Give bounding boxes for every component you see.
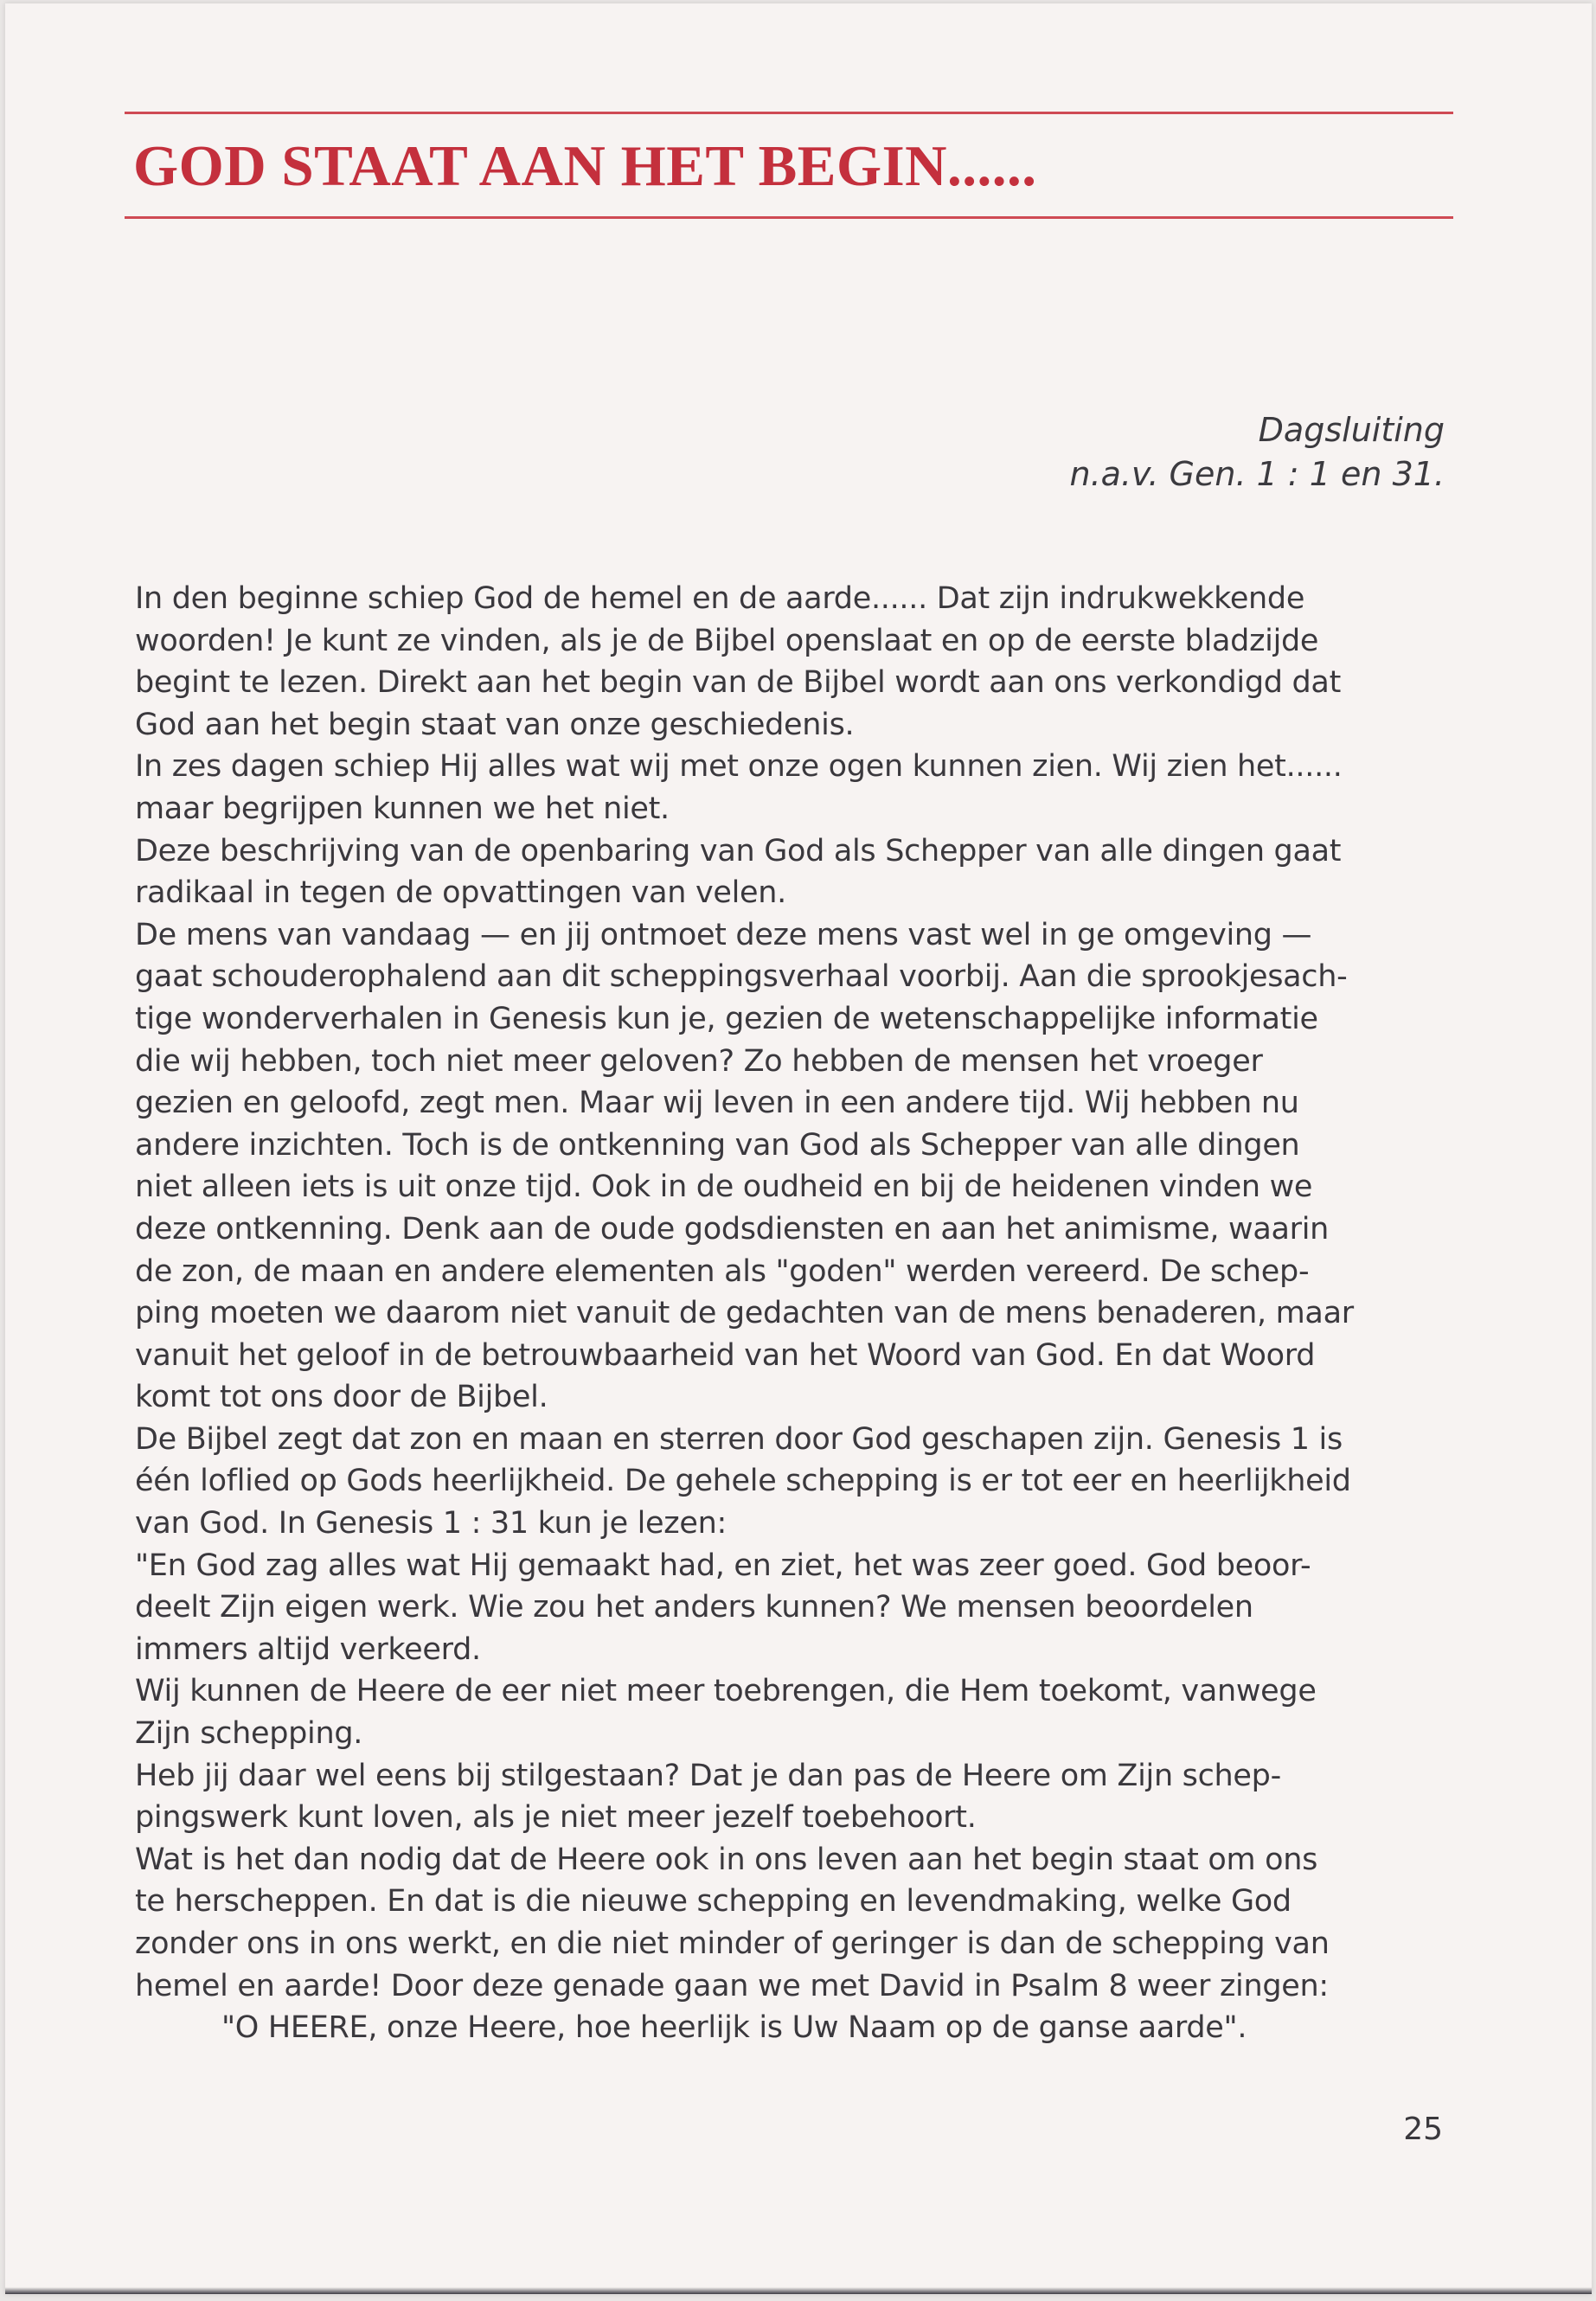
text-line: "En God zag alles wat Hij gemaakt had, en ziet, het was zeer goed. God beoor- bbox=[135, 1548, 1311, 1583]
text-line: één loflied op Gods heerlijkheid. De gehele schepping is er tot eer en heerlijkheid bbox=[135, 1464, 1351, 1499]
body-text bbox=[135, 578, 1450, 2049]
text-line: God aan het begin staat van onze geschiedenis. bbox=[135, 707, 855, 742]
text-line: immers altijd verkeerd. bbox=[135, 1631, 481, 1667]
text-line: De Bijbel zegt dat zon en maan en sterren door God geschapen zijn. Genesis 1 is bbox=[135, 1421, 1343, 1457]
text-line: van God. In Genesis 1 : 31 kun je lezen: bbox=[135, 1506, 727, 1541]
text-line: begint te lezen. Direkt aan het begin van de Bijbel wordt aan ons verkondigd dat bbox=[135, 665, 1341, 701]
text-line: Zijn schepping. bbox=[135, 1716, 363, 1752]
text-line: komt tot ons door de Bijbel. bbox=[135, 1380, 548, 1415]
text-line: hemel en aarde! Door deze genade gaan we met David in Psalm 8 weer zingen: bbox=[135, 1968, 1329, 2003]
text-line: Wij kunnen de Heere de eer niet meer toebrengen, die Hem toekomt, vanwege bbox=[135, 1674, 1317, 1709]
text-line: maar begrijpen kunnen we het niet. bbox=[135, 791, 670, 826]
text-line: gezien en geloofd, zegt men. Maar wij leven in een andere tijd. Wij hebben nu bbox=[135, 1086, 1299, 1121]
text-line: te herscheppen. En dat is die nieuwe schepping en levendmaking, welke God bbox=[135, 1884, 1292, 1920]
text-line: die wij hebben, toch niet meer geloven? Zo hebben de mensen het vroeger bbox=[135, 1043, 1263, 1079]
text-line: deze ontkenning. Denk aan de oude godsdiensten en aan het animisme, waarin bbox=[135, 1211, 1330, 1247]
text-line: de zon, de maan en andere elementen als "goden" werden vereerd. De schep- bbox=[135, 1253, 1310, 1289]
subtitle-reference: n.a.v. Gen. 1 : 1 en 31. bbox=[1069, 455, 1445, 493]
text-line: De mens van vandaag — en jij ontmoet deze mens vast wel in ge omgeving — bbox=[135, 917, 1312, 952]
text-line: Wat is het dan nodig dat de Heere ook in ons leven aan het begin staat om ons bbox=[135, 1842, 1318, 1877]
title-rule-bottom bbox=[125, 216, 1453, 219]
text-line: niet alleen iets is uit onze tijd. Ook in de oudheid en bij de heidenen vinden we bbox=[135, 1170, 1313, 1205]
psalm-quote-line: "O HEERE, onze Heere, hoe heerlijk is Uw Naam op de ganse aarde". bbox=[221, 2010, 1247, 2046]
title-rule-top bbox=[125, 112, 1453, 114]
text-line: Deze beschrijving van de openbaring van God als Schepper van alle dingen gaat bbox=[135, 833, 1342, 868]
text-line: radikaal in tegen de opvattingen van velen. bbox=[135, 875, 786, 911]
text-line: deelt Zijn eigen werk. Wie zou het anders kunnen? We mensen beoordelen bbox=[135, 1590, 1253, 1625]
text-line: andere inzichten. Toch is de ontkenning van God als Schepper van alle dingen bbox=[135, 1127, 1300, 1163]
subtitle-block bbox=[1069, 408, 1445, 497]
text-line: gaat schouderophalend aan dit scheppingsverhaal voorbij. Aan die sprookjesach- bbox=[135, 959, 1348, 995]
text-line: In zes dagen schiep Hij alles wat wij met onze ogen kunnen zien. Wij zien het...... bbox=[135, 749, 1343, 785]
text-line: vanuit het geloof in de betrouwbaarheid van het Woord van God. En dat Woord bbox=[135, 1337, 1316, 1373]
text-line: zonder ons in ons werkt, en die niet minder of geringer is dan de schepping van bbox=[135, 1926, 1330, 1961]
book-page bbox=[5, 3, 1592, 2294]
text-line: pingswerk kunt loven, als je niet meer jezelf toebehoort. bbox=[135, 1800, 977, 1836]
text-line: ping moeten we daarom niet vanuit de gedachten van de mens benaderen, maar bbox=[135, 1296, 1354, 1331]
text-line: Heb jij daar wel eens bij stilgestaan? Dat je dan pas de Heere om Zijn schep- bbox=[135, 1758, 1281, 1793]
text-line: In den beginne schiep God de hemel en de aarde...... Dat zijn indrukwekkende bbox=[135, 581, 1305, 616]
page-number: 25 bbox=[1403, 2112, 1443, 2147]
subtitle-occasion: Dagsluiting bbox=[1258, 411, 1445, 449]
text-line: woorden! Je kunt ze vinden, als je de Bijbel openslaat en op de eerste bladzijde bbox=[135, 623, 1319, 658]
page-title: GOD STAAT AAN HET BEGIN...... bbox=[133, 134, 1037, 198]
text-line: tige wonderverhalen in Genesis kun je, gezien de wetenschappelijke informatie bbox=[135, 1001, 1318, 1036]
